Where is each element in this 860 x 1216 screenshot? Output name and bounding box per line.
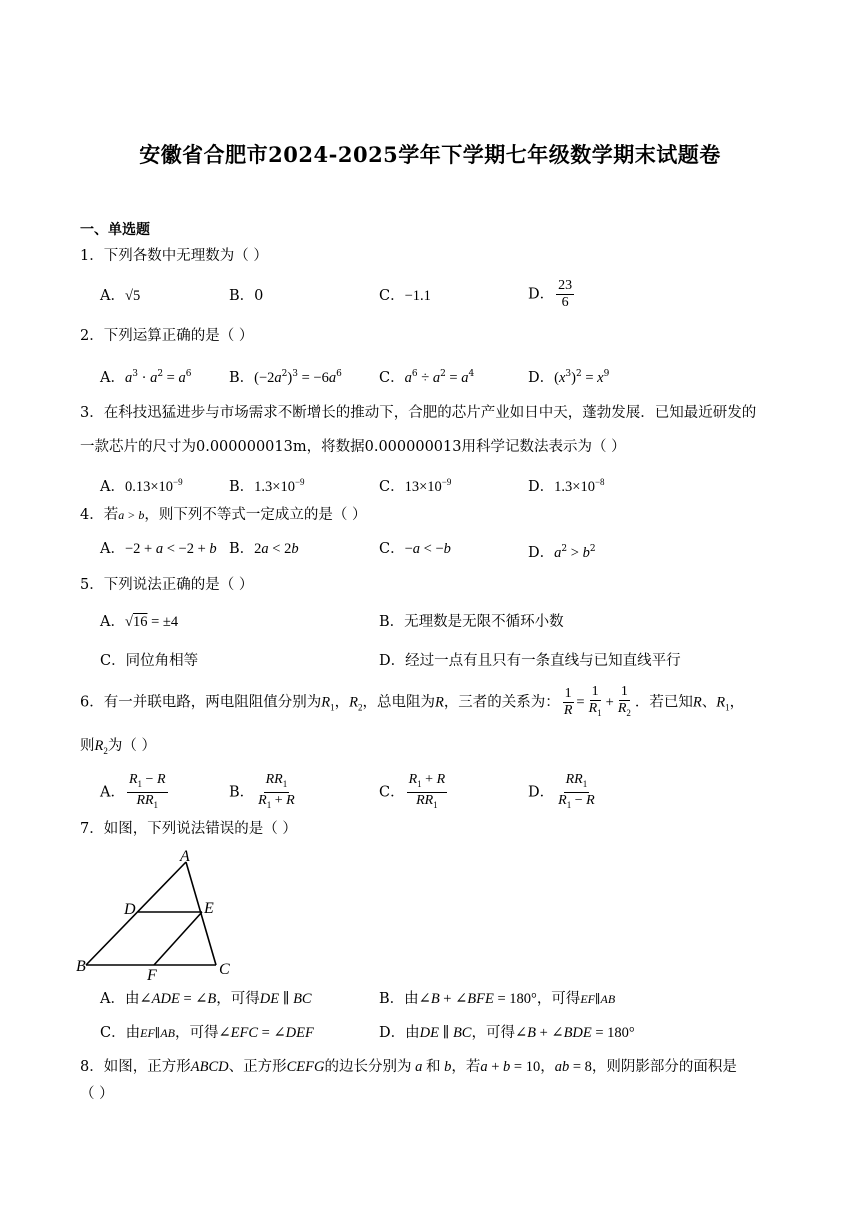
- q2-option-c[interactable]: C．$a^6 \div a^2 = a^4$: [379, 369, 475, 386]
- q2-option-d[interactable]: D．$(x^3)^2 = x^9$: [528, 369, 610, 386]
- question-6-line1: 6．有一并联电路，两电阻阻值分别为$R_1$，$R_2$，总电阻为R，三者的关系为： $\frac{1}{R}$ = $\frac{1}{R_1}$ + $\frac{1}{R_2}$ ．若已知R、$R_1$，: [80, 684, 745, 718]
- q7-option-b[interactable]: B．由∠B + ∠BFE = 180°，可得EF∥AB: [379, 991, 616, 1007]
- point-label-d: D: [124, 901, 136, 918]
- q4-option-d[interactable]: D．$a^2 > b^2$: [528, 544, 596, 561]
- segment-ab: [86, 862, 186, 965]
- q1-option-b[interactable]: B．0: [229, 288, 264, 304]
- point-label-b: B: [76, 958, 86, 975]
- q5-option-c[interactable]: C．同位角相等: [100, 653, 199, 669]
- q4-option-a[interactable]: A．−2 + a < −2 + b: [100, 541, 217, 557]
- q4-option-c[interactable]: C．−a < −b: [379, 541, 451, 557]
- q6-option-a[interactable]: A． $\frac{R_1 - R}{RR_1}$: [100, 772, 166, 810]
- question-8-line2: （ ）: [80, 1086, 114, 1102]
- q7-option-c[interactable]: C．由EF∥AB，可得∠EFC = ∠DEF: [100, 1025, 314, 1041]
- q6-option-c[interactable]: C． $\frac{R_1 + R}{RR_1}$: [379, 772, 446, 810]
- question-6-line2: 则$R_2$为（ ）: [80, 738, 156, 756]
- point-label-a: A: [180, 850, 190, 865]
- q7-option-a[interactable]: A．由∠ADE = ∠B，可得DE ∥ BC: [100, 991, 312, 1007]
- q1-option-d[interactable]: D． $\frac{23}{6}$: [528, 278, 573, 310]
- question-3-line1: 3．在科技迅猛进步与市场需求不断增长的推动下，合肥的芯片产业如日中天，蓬勃发展．已知最近研发的: [80, 405, 757, 421]
- q3-option-d[interactable]: D．$1.3\times 10^{-8}$: [528, 477, 605, 495]
- triangle-figure: [76, 850, 246, 980]
- question-4-stem: 4．若a > b，则下列不等式一定成立的是（ ）: [80, 507, 367, 523]
- q6-option-b[interactable]: B． $\frac{RR_1}{R_1 + R}$: [229, 772, 295, 810]
- q5-option-d[interactable]: D．经过一点有且只有一条直线与已知直线平行: [379, 653, 681, 669]
- q6-option-d[interactable]: D． $\frac{RR_1}{R_1 - R}$: [528, 772, 595, 810]
- q2-option-b[interactable]: B．$(-2a^2)^3 = -6a^6$: [229, 369, 342, 386]
- q5-option-a[interactable]: A．√16 = ±4: [100, 614, 179, 630]
- segment-ef: [154, 912, 202, 965]
- q3-option-b[interactable]: B．$1.3\times 10^{-9}$: [229, 477, 305, 495]
- q4-option-b[interactable]: B．2a < 2b: [229, 541, 299, 557]
- q7-option-d[interactable]: D．由DE ∥ BC，可得∠B + ∠BDE = 180°: [379, 1025, 635, 1041]
- q1-option-a[interactable]: A．√5: [100, 288, 141, 304]
- question-3-line2: 一款芯片的尺寸为0.000000013m，将数据0.000000013用科学记数法表示为（ ）: [80, 439, 626, 455]
- q5-option-b[interactable]: B．无理数是无限不循环小数: [379, 614, 564, 630]
- point-label-f: F: [147, 967, 157, 980]
- section-heading: 一、单选题: [80, 222, 150, 238]
- question-7-stem: 7．如图，下列说法错误的是（ ）: [80, 821, 297, 837]
- point-label-e: E: [204, 900, 214, 917]
- q3-option-c[interactable]: C．$13\times 10^{-9}$: [379, 477, 452, 495]
- question-2-stem: 2．下列运算正确的是（ ）: [80, 328, 254, 344]
- question-5-stem: 5．下列说法正确的是（ ）: [80, 577, 254, 593]
- question-8-line1: 8．如图，正方形ABCD、正方形CEFG的边长分别为 a 和 b，若a + b = 10，ab = 8，则阴影部分的面积是: [80, 1059, 737, 1075]
- q2-option-a[interactable]: A．$a^3 \cdot a^2 = a^6$: [100, 369, 192, 386]
- question-1-stem: 1．下列各数中无理数为（ ）: [80, 248, 268, 264]
- point-label-c: C: [219, 961, 230, 978]
- q1-option-c[interactable]: C．−1.1: [379, 288, 431, 304]
- page-title: 安徽省合肥市2024-2025学年下学期七年级数学期末试题卷: [139, 142, 721, 167]
- q3-option-a[interactable]: A．$0.13\times 10^{-9}$: [100, 477, 183, 495]
